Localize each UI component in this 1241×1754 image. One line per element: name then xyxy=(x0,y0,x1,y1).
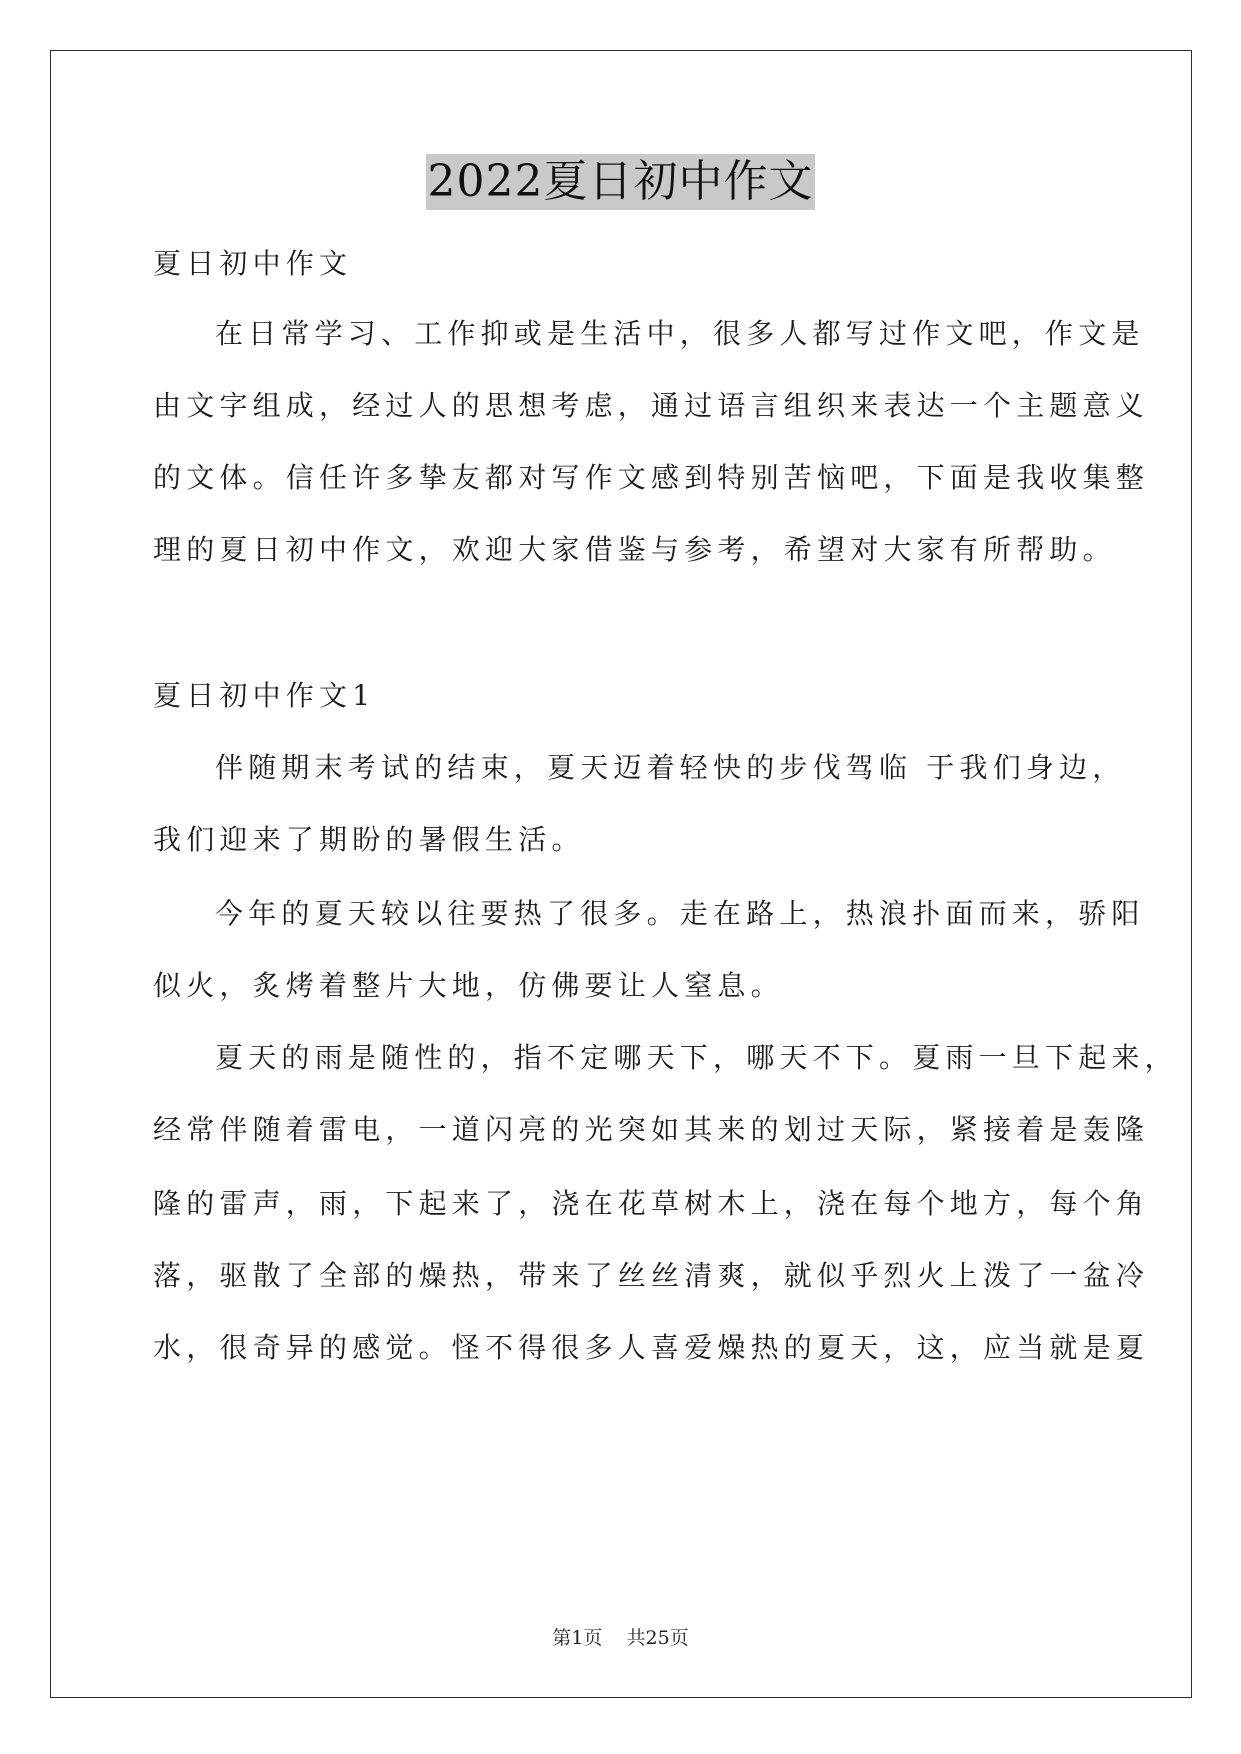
paragraph-line: 似火，炙烤着整片大地，仿佛要让人窒息。 xyxy=(153,969,784,1002)
paragraph-line: 由文字组成，经过人的思想考虑，通过语言组织来表达一个主题意义 xyxy=(153,389,1150,422)
paragraph-line: 经常伴随着雷电，一道闪亮的光突如其来的划过天际，紧接着是轰隆 xyxy=(153,1113,1150,1146)
paragraph-line: 夏天的雨是随性的，指不定哪天下，哪天不下。夏雨一旦下起来， xyxy=(215,1041,1178,1074)
paragraph-line: 隆的雷声，雨，下起来了，浇在花草树木上，浇在每个地方，每个角 xyxy=(153,1187,1150,1220)
paragraph-line: 理的夏日初中作文，欢迎大家借鉴与参考，希望对大家有所帮助。 xyxy=(153,533,1116,566)
paragraph-line: 落，驱散了全部的燥热，带来了丝丝清爽，就似乎烈火上泼了一盆冷 xyxy=(153,1259,1150,1292)
paragraph-line: 在日常学习、工作抑或是生活中，很多人都写过作文吧，作文是 xyxy=(215,317,1145,350)
page-number: 第1页 共25页 xyxy=(552,1627,689,1649)
document-title: 2022夏日初中作文 xyxy=(426,154,816,210)
paragraph-line: 水，很奇异的感觉。怪不得很多人喜爱燥热的夏天，这，应当就是夏 xyxy=(153,1331,1150,1364)
paragraph-line: 我们迎来了期盼的暑假生活。 xyxy=(153,823,585,856)
paragraph-line: 的文体。信任许多挚友都对写作文感到特别苦恼吧，下面是我收集整 xyxy=(153,461,1150,494)
section-heading: 夏日初中作文 xyxy=(153,247,353,280)
section-heading: 夏日初中作文1 xyxy=(153,679,376,712)
page-footer xyxy=(0,1626,1241,1650)
paragraph-line: 伴随期末考试的结束，夏天迈着轻快的步伐驾临 于我们身边， xyxy=(215,751,1126,784)
title-container xyxy=(0,154,1241,210)
page-border xyxy=(50,50,1192,1698)
paragraph-line: 今年的夏天较以往要热了很多。走在路上，热浪扑面而来，骄阳 xyxy=(215,897,1145,930)
